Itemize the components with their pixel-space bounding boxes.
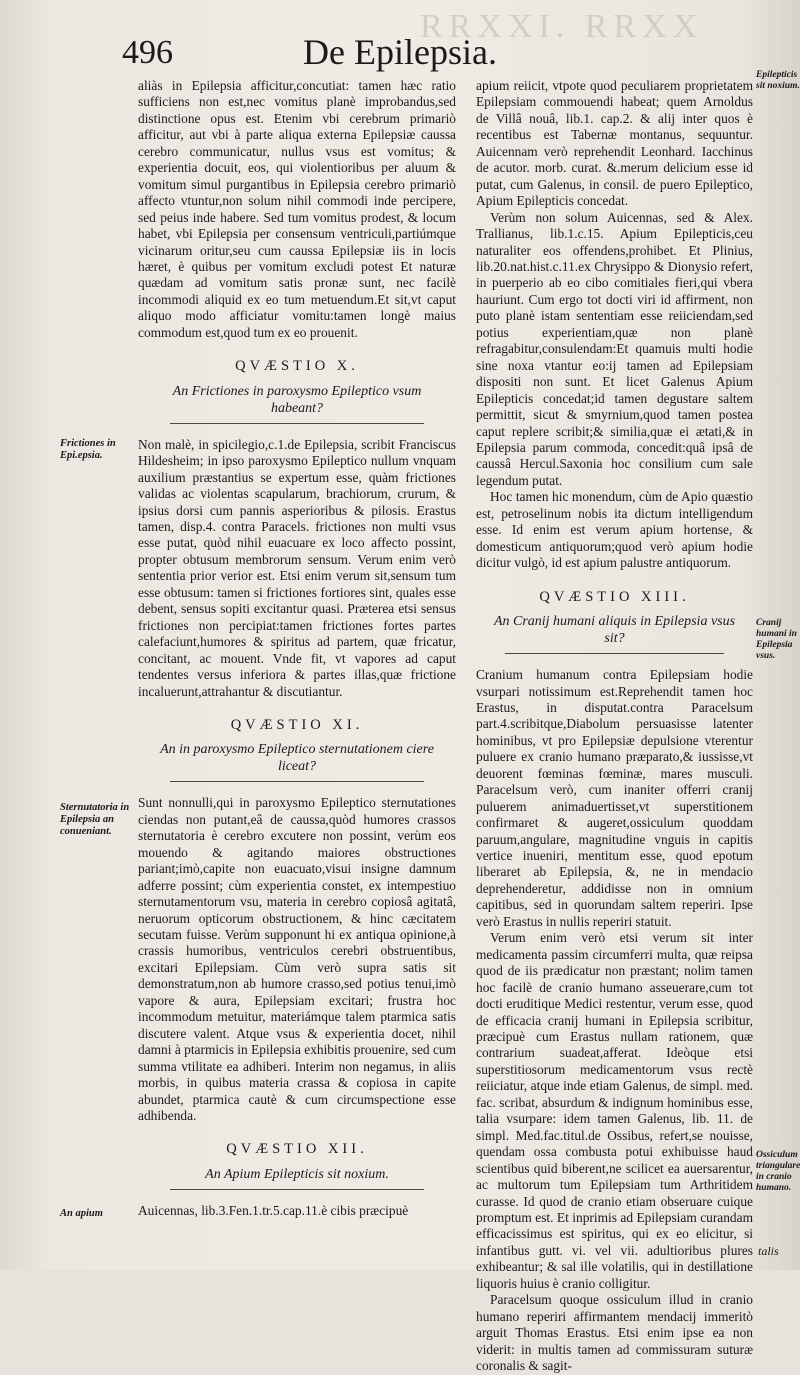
title-rule [170, 1189, 424, 1190]
title-rule [505, 653, 724, 654]
question-13-title-text: An Cranij humani aliquis in Epilepsia vsus sit? [493, 614, 736, 647]
question-10-heading: QVÆSTIO X. [235, 358, 359, 375]
margin-note-epilepticis-noxium: Epilepticis sit noxium. [756, 70, 800, 91]
paragraph-apium-start: Auicennas, lib.3.Fen.1.tr.5.cap.11.è cibis præcipuè [138, 1202, 409, 1218]
catchword: talis [758, 1244, 779, 1258]
paragraph-frictiones: Non malè, in spicilegio,c.1.de Epilepsia, scribit Franciscus Hildesheim; in ipso paroxysmo Epileptico nullum vnquam auxilium præstantius se expertum esse, quàm frictiones validas ac violentas scapularum, brachiorum, crurum, & ipsius dorsi cum pannis asperioribus & pilosis. Erastus tamen, disp.4. contra Paracels. frictiones non multi vsus esse putat, quòd nihil euacuare ex loco affecto possint, propter obtusum membrorum sensum. Verum enim verò sententia prior verior est. Etsi enim verum sit,sensum tum esse obtusum: tamen si frictiones fortiores sint, quales esse debent, sensus sopiti excitantur quasi. Præterea etsi sensus frictiones non percipiat:tamen frictiones fortes partes calefaciunt,humores & spiritus ad partem, quæ fricatur, concitant, ac mouent. Vnde fit, vt vapores ad caput tendentes versus inferiora & partes illas,quæ frictione incaluerunt,attrahantur & discutiantur. [138, 436, 456, 699]
page-number: 496 [122, 34, 173, 71]
question-10-title-text: An Frictiones in paroxysmo Epileptico vsum habeant? [172, 383, 422, 416]
left-column [138, 78, 456, 1219]
paragraph-apium-3: Hoc tamen hic monendum, cùm de Apio quæstio est, petroselinum nobis ita dictum intelligendum esse. Id enim est verum apium hortense, & domesticum antiquorum;quod verò apium hodie dicitur vulgò, id est apium palustre antiquorum. [476, 489, 753, 571]
margin-note-frictiones: Frictiones in Epi.epsia. [60, 438, 116, 461]
question-13-heading: QVÆSTIO XIII. [539, 588, 690, 605]
paragraph-cranium-2: Verum enim verò etsi verum sit inter medicamenta passim circumferri multa, quæ reipsa quod de iis prædicatur non præstant; nolim tamen hoc facilè de cranio humano asseuerare,cum tot docti eruditique Medici restentur, verum esse, quod de efficacia cranij humani in Epilepsia scribitur, præcipuè cum Erastus nullam rationem, quæ contrarium suadeat,afferat. Ideòque etsi superstitiosorum medicamentorum vsus rectè reiiciatur, atque inde etiam Galenus, de simpl. med. fac. scribat, absurdum & indignum hominibus esse, talia vsurpare: idem tamen Galenus, lib. 11. de simpl. Med.fac.titul.de Ossibus, refert,se nouisse, quendam ossa combusta potui exhibuisse haud scientibus quid biberent,ne scilicet ea auersarentur, ac multorum tum Epilepsiam tum Arthritidem curasse. Id quod de cranio etiam obseruare cuique promptum est. Et inprimis ad Epilepsiam curandam efficacissimus est spiritus, qui ex eo elicitur, si infantibus gutt. vi. vel vii. adultioribus plures exhibeantur; & sal ille volatilis, qui in destillatione liquoris huius è cranio colligitur. [476, 930, 753, 1291]
paragraph-cranium-3: Paracelsum quoque ossiculum illud in cranio humano reperiri affirmantem mendacij immeritò arguit Thomas Erastus. Etsi enim ipse ea non viderit: in multis tamen ad commissuram suturæ coronalis & sagit- [476, 1292, 753, 1374]
paragraph-sternutatio: Sunt nonnulli,qui in paroxysmo Epileptico sternutationes ciendas non putant,eâ de caussa,quòd humores crassos sternutatoria è cerebro excutere non possint, verùm eos mouendo & agitando maiores obstructiones pariant;imò,capite non euacuato,visui insigne damnum adferre possint; cùm experientia constet, ex intempestiuo sternutamentorum vsu, materia in cerebro copiosâ agitatâ, neruorum opticorum obstructionem, & hinc cæcitatem secutam fuisse. Verùm supponunt hi ex antiqua opinione,à crassis humoribus, ventriculos cerebri obstruentibus, excitari Epilepsiam. Cùm verò supra satis sit demonstratum,non ab humore crasso,sed potius tenui,imò vapore & aura, Epilepsiam excitari; frustra hoc incommodum metuitur, materiámque talem ptarmica satis discutere valent. Atque vsus & experientia docet, nihil damni à ptarmicis in Epilepsia exhibitis prouenire, sed cum summa vtilitate ea adhiberi. Interim non negamus, in aliis morbis, in quibus materia crassa & copiosa in capite abundet, ptarmica cautè & cum circumspectione esse adhibenda. [138, 795, 456, 1124]
margin-note-sternutatoria: Sternutatoria in Epilepsia an conueniant. [60, 802, 130, 837]
question-12-heading: QVÆSTIO XII. [226, 1141, 368, 1158]
title-rule [170, 781, 424, 782]
margin-note-ossiculum: Ossiculum triangulare in cranio humano. [756, 1150, 800, 1193]
paragraph-cranium: Cranium humanum contra Epilepsiam hodie vsurpari notissimum est.Reprehendit tamen hoc Erastus, in disputat.contra Paracelsum part.4.scribitque,Diabolum persuasisse latenter hominibus, vt pro Epilepsiæ depulsione vterentur puluere ex cranio humano præparato,& iussisse,vt deuorent fœminas fœminæ, mares musculi. Paracelsum verò, cum inaniter offerri cranij puluerem animaduertisset,vt superstitionem confirmaret & augeret,ossiculum quoddam paruum,angulare, magnitudine vnguis in capitis vertice inueniri, mentitum esse, quod epotum liberaret ab Epilepsia, &, ne in mendacio deprehenderetur, addidisse non in omnium capitibus, sed in quorundam saltem reperiri. Ipse verò Erastus in nullis reperiri statuit. [476, 667, 753, 929]
question-10-title [146, 383, 448, 424]
title-rule [170, 423, 424, 424]
running-title: De Epilepsia. [303, 32, 497, 72]
question-13-title [484, 613, 745, 654]
bleed-through-text: RRXXI. RRXX [420, 8, 704, 45]
question-11-heading: QVÆSTIO XI. [230, 716, 364, 733]
question-12-title-text: An Apium Epilepticis sit noxium. [205, 1166, 389, 1182]
question-12-title [146, 1166, 448, 1190]
margin-note-cranij: Cranij humani in Epilepsia vsus. [756, 618, 797, 661]
margin-note-an-apium: An apium [60, 1208, 103, 1219]
question-11-title [146, 741, 448, 782]
paragraph-apium-2: Verùm non solum Auicennas, sed & Alex. Trallianus, lib.1.c.15. Apium Epilepticis,ceu naturaliter eos offendens,prohibet. Et Plinius, lib.20.nat.hist.c.11.ex Chrysippo & Dionysio refert, in puerperio ab eo cibo comitiales fieri,qui vbera hauriunt. Cum ergo tot docti viri id affirment, non puto planè istam sententiam esse reiiciendam,sed potius experientiam,quæ non planè refragabitur,consulendam:Et quamuis multi hodie sine noxa vtantur eo:ij tamen ad Epilepsiam dispositi non sunt. Et licet Galenus Apium Epilepticis concedat;id tamen degustare saltem permittit, sicut & smyrnium,quod tamen postea caput replere scribit;& similia,quæ ei ætati,& in Epilepsia parum commoda, concedit:quâ ipsâ de caussâ Hercul.Saxonia hoc consilium cum sale legendum putat. [476, 209, 753, 488]
question-11-title-text: An in paroxysmo Epileptico sternutationem ciere liceat? [160, 742, 434, 775]
paragraph-vomitus: aliàs in Epilepsia afficitur,concutiat: tamen hæc ratio sufficiens non est,nec vomitus planè improbandus,sed distinctione opus est. Etenim vbi cerebrum primariò afficitur, aut vbi à parte aliqua externa Epilepsiæ caussa cerebro communicatur, nullus vsus est vomitus; & experientia docuit, eos, qui violentioribus per aluum & vomitum simul purgantibus in Epilepsia cerebro primariò affecto vtuntur,non solum nihil commodi inde percipere, sed peius inde habere. Sed tum vomitus prodest, & locum habet, vbi Epilepsia per consensum ventriculi,partiúmque vicinarum oritur,seu cum caussa Epilepsiæ iis in locis hæret, è quibus per vomitum excludi potest Et naturæ quædam ad vomitum satis pronæ sunt, nec facilè incommodi aliquid ex eo tum metuendum.Et sit,vt caput aliquo modo afficiatur vomitu:tamen longè maius commodum est,quod tum ex eo prouenit. [138, 78, 456, 340]
paragraph-apium-cont: apium reiicit, vtpote quod peculiarem proprietatem Epilepsiam commouendi habeat; quem Arnoldus de Villâ nouâ, lib.1. cap.2. & alij inter quos è recentibus est Tabernæ montanus, sequuntur. Auicennam verò reprehendit Leonhard. Iacchinus de acutor. morb. curat. &.merum delicium esse id putat, cum Galenus, in consil. de puero Epileptico, Apium Epilepticis concedat. [476, 78, 753, 209]
right-column [476, 78, 753, 1375]
